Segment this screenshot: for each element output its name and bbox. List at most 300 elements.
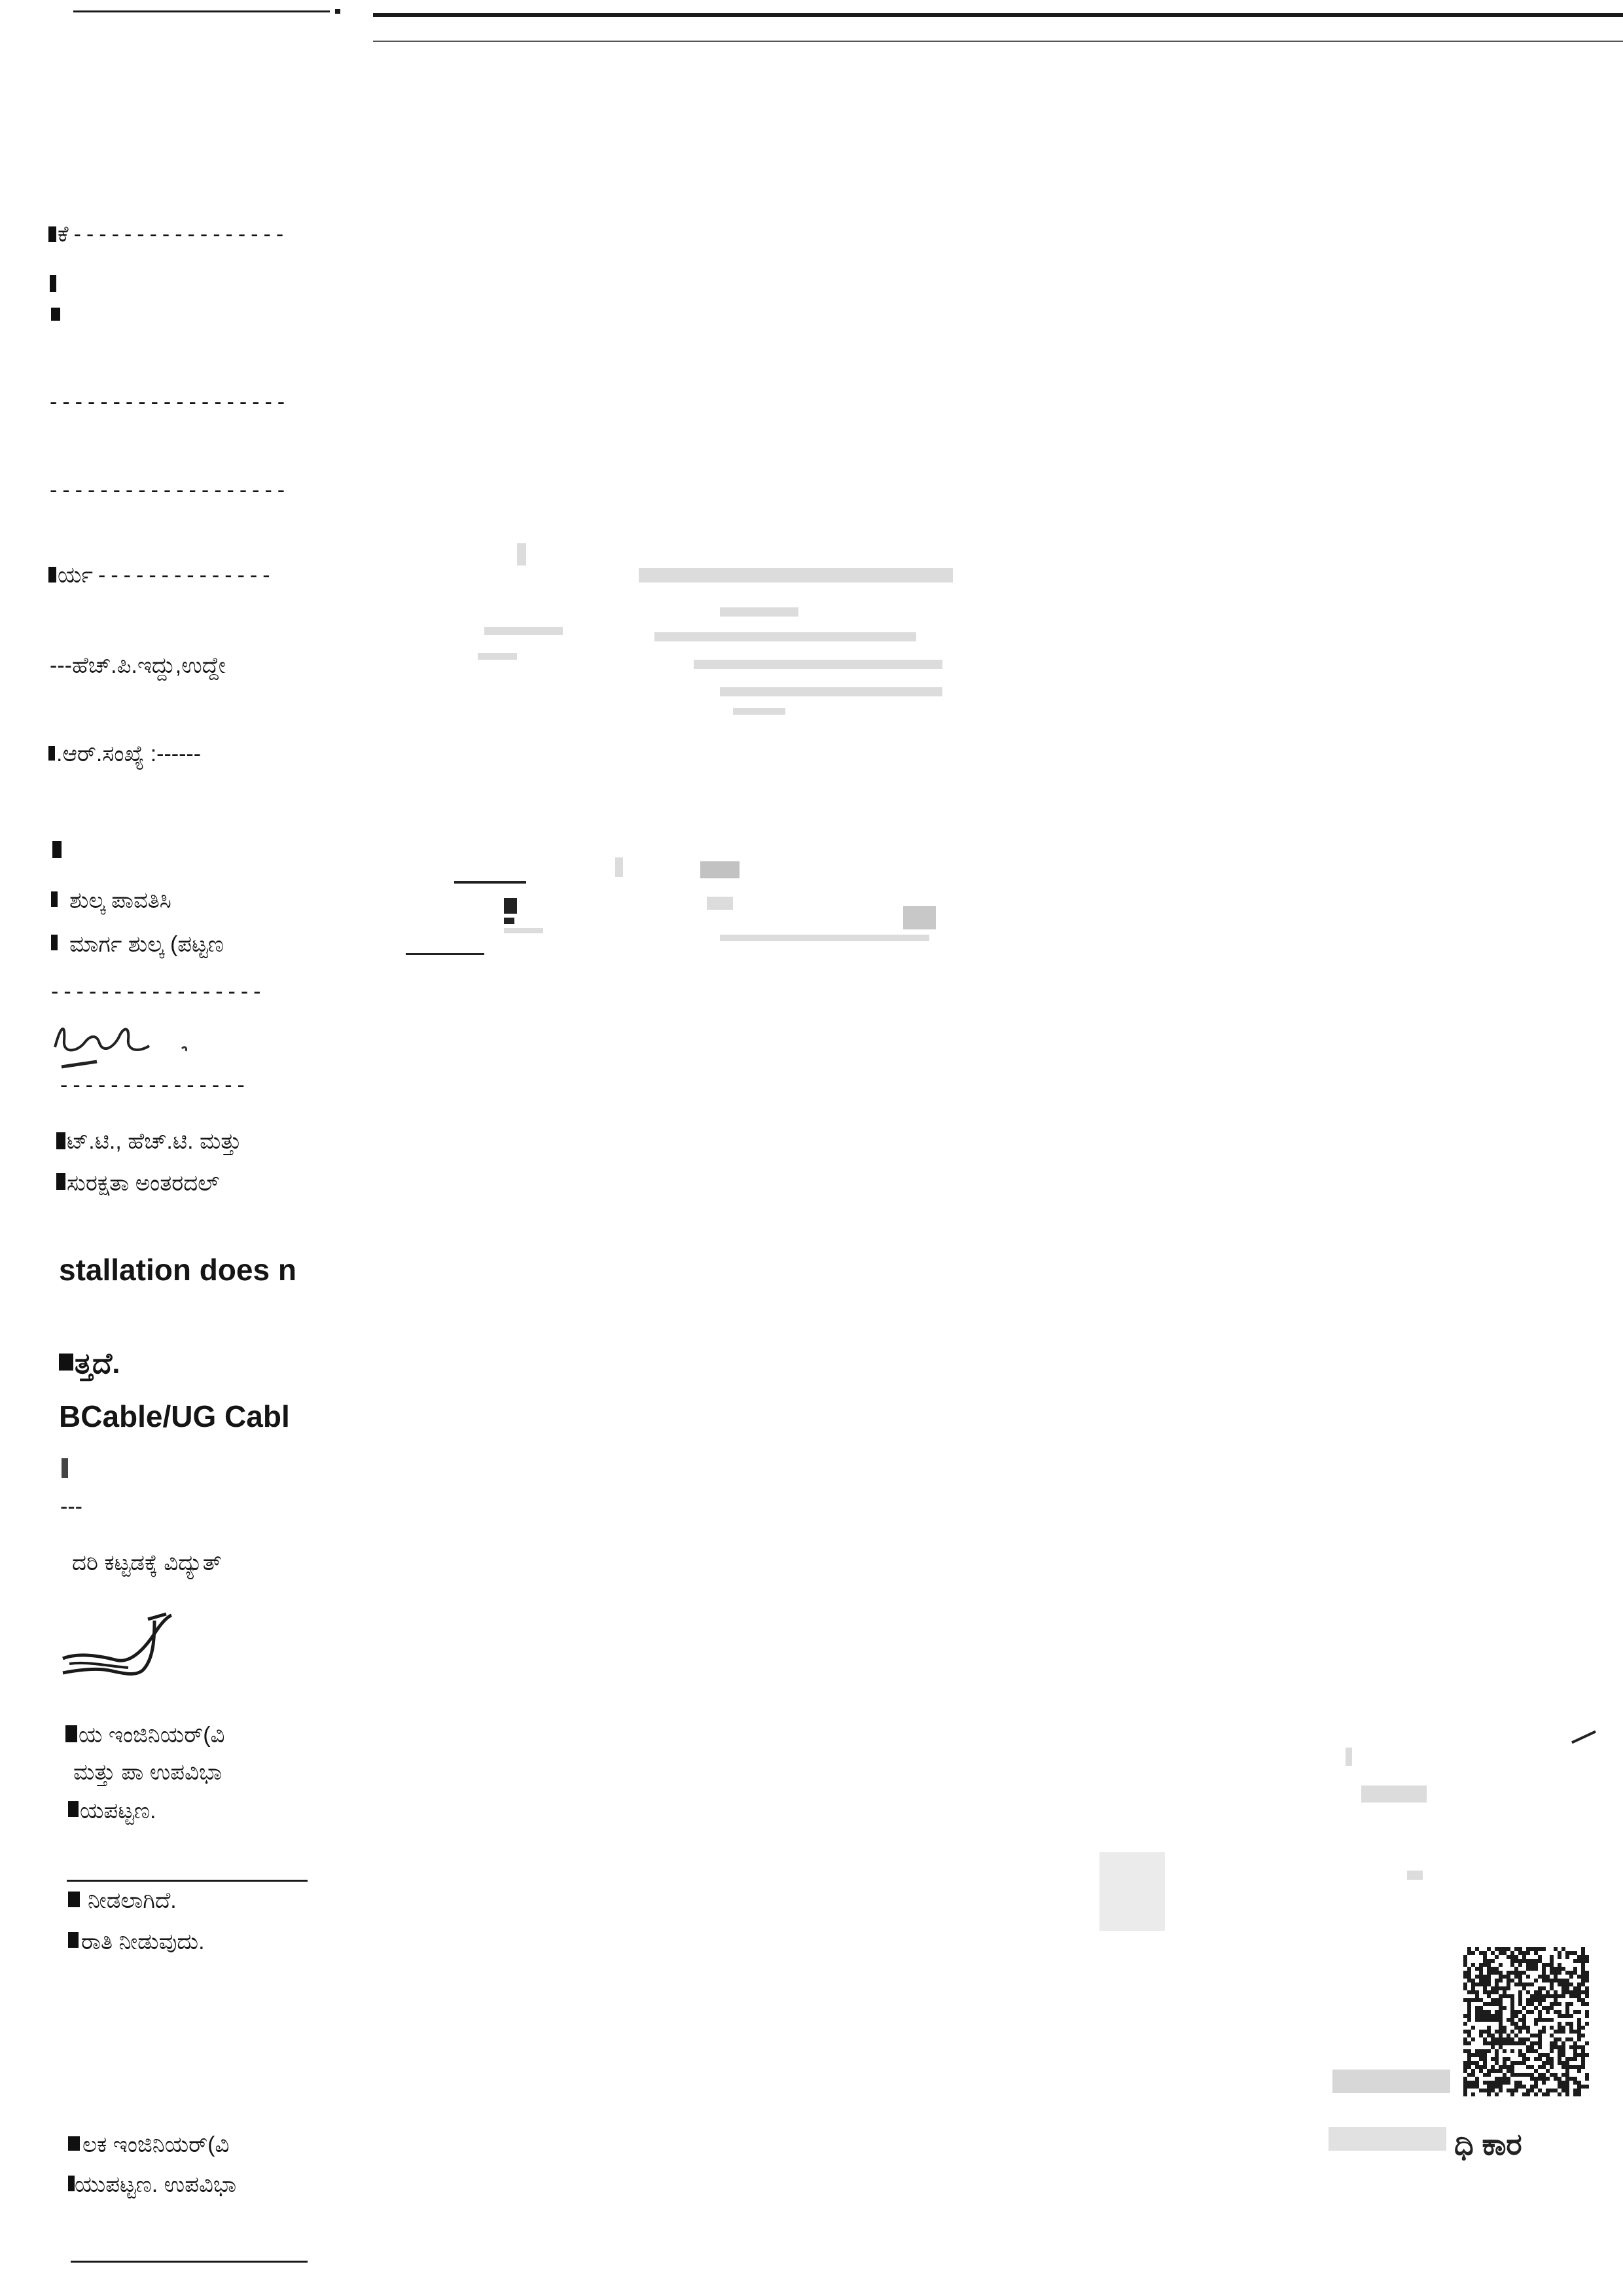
qr-module — [1565, 1979, 1569, 1982]
qr-module — [1495, 2041, 1499, 2045]
qr-module — [1491, 2065, 1495, 2069]
qr-module — [1561, 2014, 1565, 2018]
qr-module — [1471, 2069, 1475, 2073]
qr-module — [1554, 2037, 1558, 2041]
qr-module — [1507, 1982, 1510, 1986]
qr-module — [1463, 1971, 1467, 1975]
qr-module — [1495, 2018, 1499, 2022]
qr-module — [1522, 1959, 1526, 1963]
qr-module — [1530, 2049, 1534, 2053]
faint-mark — [1571, 1731, 1596, 1744]
qr-module — [1561, 1979, 1565, 1982]
text-line: stallation does n — [59, 1253, 296, 1287]
qr-module — [1522, 1971, 1526, 1975]
qr-module — [1514, 2085, 1518, 2089]
qr-module — [1503, 1951, 1507, 1955]
qr-module — [1585, 1990, 1589, 1994]
qr-module — [1471, 1982, 1475, 1986]
qr-module — [1507, 2069, 1510, 2073]
qr-module — [1510, 2065, 1514, 2069]
qr-module — [1530, 2085, 1534, 2089]
qr-module — [1561, 1967, 1565, 1971]
qr-module — [1561, 2081, 1565, 2085]
qr-module — [1483, 2061, 1487, 2065]
qr-module — [1503, 2006, 1507, 2010]
stamp-dash — [504, 898, 517, 914]
qr-module — [1495, 2030, 1499, 2034]
qr-module — [1487, 2049, 1491, 2053]
qr-module — [1463, 1986, 1467, 1990]
qr-module — [1550, 2026, 1554, 2030]
qr-module — [1565, 2022, 1569, 2026]
qr-module — [1585, 2085, 1589, 2089]
qr-module — [1573, 2089, 1577, 2092]
text-line: BCable/UG Cabl — [59, 1399, 290, 1433]
qr-module — [1530, 1963, 1534, 1967]
qr-module — [1581, 2045, 1585, 2049]
faint-mark — [1346, 1748, 1352, 1766]
qr-module — [1558, 2061, 1561, 2065]
qr-module — [1538, 2010, 1542, 2014]
qr-module — [1475, 2006, 1479, 2010]
qr-module — [1518, 1998, 1522, 2002]
qr-module — [1565, 1971, 1569, 1975]
qr-module — [1503, 2041, 1507, 2045]
qr-module — [1581, 1959, 1585, 1963]
qr-module — [1558, 2022, 1561, 2026]
qr-module — [1522, 2018, 1526, 2022]
qr-module — [1554, 2002, 1558, 2006]
qr-module — [1530, 1994, 1534, 1998]
qr-module — [1491, 2057, 1495, 2061]
qr-module — [1565, 1951, 1569, 1955]
qr-module — [1569, 2022, 1573, 2026]
qr-module — [1463, 2089, 1467, 2092]
qr-module — [1546, 2057, 1550, 2061]
qr-module — [1577, 2081, 1581, 2085]
qr-module — [1569, 2065, 1573, 2069]
qr-module — [1546, 1994, 1550, 1998]
qr-module — [1510, 1971, 1514, 1975]
qr-module — [1471, 2037, 1475, 2041]
stamp-mark — [517, 543, 526, 565]
qr-module — [1518, 2049, 1522, 2053]
qr-module — [1475, 1994, 1479, 1998]
qr-module — [1538, 2041, 1542, 2045]
qr-module — [1585, 2010, 1589, 2014]
qr-module — [1510, 2049, 1514, 2053]
stamp-mark — [504, 928, 543, 933]
qr-module — [1565, 2057, 1569, 2061]
qr-module — [1518, 2026, 1522, 2030]
text-line: ------------------- — [50, 478, 291, 503]
stamp-dash — [454, 881, 526, 884]
qr-module — [1510, 2089, 1514, 2092]
scan-fragment — [68, 1932, 79, 1948]
scan-fragment — [48, 746, 55, 761]
qr-module — [1581, 2085, 1585, 2089]
qr-module — [1573, 2041, 1577, 2045]
qr-module — [1503, 2037, 1507, 2041]
top-rule-dot — [335, 9, 340, 14]
qr-module — [1507, 1975, 1510, 1979]
qr-module — [1542, 2092, 1546, 2096]
text-line: ಟ್.ಟಿ., ಹೆಚ್.ಟಿ. ಮತ್ತು — [67, 1129, 242, 1154]
qr-module — [1471, 2026, 1475, 2030]
qr-module — [1565, 2089, 1569, 2092]
qr-module — [1554, 2077, 1558, 2081]
qr-module — [1503, 2081, 1507, 2085]
qr-module — [1577, 2010, 1581, 2014]
qr-module — [1463, 1998, 1467, 2002]
qr-module — [1534, 1947, 1538, 1951]
qr-module — [1522, 1986, 1526, 1990]
qr-module — [1526, 2026, 1530, 2030]
qr-module — [1479, 1967, 1483, 1971]
qr-module — [1546, 2092, 1550, 2096]
qr-module — [1581, 1967, 1585, 1971]
qr-module — [1514, 2034, 1518, 2037]
qr-module — [1558, 1982, 1561, 1986]
qr-module — [1569, 1990, 1573, 1994]
qr-module — [1475, 1947, 1479, 1951]
signature-icon — [56, 1607, 187, 1693]
qr-module — [1585, 2073, 1589, 2077]
scan-fragment — [56, 1173, 65, 1190]
qr-module — [1561, 2041, 1565, 2045]
qr-module — [1565, 2006, 1569, 2010]
qr-module — [1491, 2018, 1495, 2022]
qr-module — [1546, 2089, 1550, 2092]
scan-fragment — [52, 841, 62, 858]
qr-module — [1558, 1971, 1561, 1975]
qr-module — [1573, 1994, 1577, 1998]
qr-module — [1483, 2037, 1487, 2041]
text-line: ಲಕ ಇಂಜಿನಿಯರ್(ವಿ — [82, 2132, 230, 2157]
qr-module — [1558, 1955, 1561, 1959]
qr-module — [1565, 2092, 1569, 2096]
qr-module — [1585, 2022, 1589, 2026]
qr-module — [1550, 1959, 1554, 1963]
qr-module — [1495, 2010, 1499, 2014]
qr-module — [1499, 1963, 1503, 1967]
qr-module — [1561, 2053, 1565, 2057]
qr-module — [1554, 2010, 1558, 2014]
qr-module — [1467, 2010, 1471, 2014]
qr-module — [1507, 1994, 1510, 1998]
qr-module — [1550, 1994, 1554, 1998]
qr-module — [1518, 1951, 1522, 1955]
qr-module — [1467, 2006, 1471, 2010]
qr-module — [1573, 1951, 1577, 1955]
qr-module — [1558, 1963, 1561, 1967]
qr-module — [1487, 1971, 1491, 1975]
qr-module — [1487, 1979, 1491, 1982]
qr-module — [1487, 2018, 1491, 2022]
qr-module — [1471, 1998, 1475, 2002]
qr-module — [1507, 1986, 1510, 1990]
qr-module — [1526, 2002, 1530, 2006]
qr-module — [1546, 1990, 1550, 1994]
qr-module — [1495, 2057, 1499, 2061]
qr-module — [1526, 1947, 1530, 1951]
qr-module — [1479, 1971, 1483, 1975]
qr-module — [1463, 1982, 1467, 1986]
qr-module — [1534, 2006, 1538, 2010]
qr-module — [1573, 2030, 1577, 2034]
qr-module — [1546, 2061, 1550, 2065]
qr-module — [1487, 1982, 1491, 1986]
qr-module — [1581, 2034, 1585, 2037]
qr-module — [1550, 2089, 1554, 2092]
top-rule-thin — [373, 41, 1623, 42]
qr-module — [1499, 2030, 1503, 2034]
qr-module — [1569, 2057, 1573, 2061]
qr-module — [1558, 2026, 1561, 2030]
qr-module — [1550, 2034, 1554, 2037]
qr-module — [1467, 1967, 1471, 1971]
qr-module — [1507, 2065, 1510, 2069]
qr-module — [1522, 1955, 1526, 1959]
qr-module — [1565, 1990, 1569, 1994]
qr-module — [1483, 2030, 1487, 2034]
qr-module — [1475, 2053, 1479, 2057]
qr-module — [1479, 1998, 1483, 2002]
qr-module — [1581, 2049, 1585, 2053]
qr-module — [1491, 1990, 1495, 1994]
qr-module — [1550, 2073, 1554, 2077]
qr-module — [1487, 2089, 1491, 2092]
qr-module — [1499, 2069, 1503, 2073]
qr-module — [1522, 1951, 1526, 1955]
qr-module — [1463, 2014, 1467, 2018]
qr-module — [1499, 1951, 1503, 1955]
qr-module — [1550, 2065, 1554, 2069]
qr-module — [1573, 1971, 1577, 1975]
qr-module — [1483, 1951, 1487, 1955]
qr-module — [1483, 2073, 1487, 2077]
qr-module — [1565, 2010, 1569, 2014]
qr-module — [1518, 2010, 1522, 2014]
scan-fragment — [59, 1354, 73, 1371]
qr-module — [1565, 2069, 1569, 2073]
qr-module — [1565, 2002, 1569, 2006]
qr-module — [1573, 2092, 1577, 2096]
qr-module — [1534, 2081, 1538, 2085]
separator-line — [67, 1880, 308, 1882]
qr-module — [1507, 2081, 1510, 2085]
qr-module — [1577, 1994, 1581, 1998]
qr-module — [1503, 2030, 1507, 2034]
qr-module — [1538, 1990, 1542, 1994]
qr-module — [1542, 2081, 1546, 2085]
qr-module — [1507, 2018, 1510, 2022]
qr-module — [1467, 2073, 1471, 2077]
stamp-mark — [720, 607, 798, 617]
qr-module — [1518, 2081, 1522, 2085]
stamp-mark — [733, 708, 785, 715]
stamp-mark — [694, 660, 942, 669]
qr-module — [1510, 2018, 1514, 2022]
qr-module — [1546, 2077, 1550, 2081]
qr-module — [1467, 2061, 1471, 2065]
faint-mark — [1332, 2070, 1450, 2093]
qr-module — [1487, 2092, 1491, 2096]
qr-module — [1554, 1994, 1558, 1998]
qr-module — [1499, 2006, 1503, 2010]
qr-module — [1499, 2041, 1503, 2045]
qr-module — [1573, 2081, 1577, 2085]
qr-module — [1530, 2010, 1534, 2014]
qr-module — [1558, 2037, 1561, 2041]
qr-module — [1471, 2081, 1475, 2085]
qr-module — [1507, 2041, 1510, 2045]
qr-module — [1585, 2002, 1589, 2006]
qr-module — [1577, 1955, 1581, 1959]
qr-module — [1550, 1963, 1554, 1967]
text-line: --------------- — [60, 1073, 250, 1098]
qr-module — [1577, 2089, 1581, 2092]
stamp-mark — [720, 687, 942, 696]
qr-module — [1565, 2073, 1569, 2077]
qr-module — [1463, 2081, 1467, 2085]
qr-module — [1565, 1982, 1569, 1986]
qr-module — [1518, 1990, 1522, 1994]
qr-module — [1487, 2026, 1491, 2030]
qr-module — [1573, 2077, 1577, 2081]
qr-module — [1585, 2014, 1589, 2018]
stamp-mark — [654, 632, 916, 641]
qr-module — [1467, 2018, 1471, 2022]
stamp-mark — [903, 906, 936, 929]
qr-module — [1569, 1971, 1573, 1975]
qr-module — [1499, 1971, 1503, 1975]
qr-module — [1495, 2092, 1499, 2096]
qr-module — [1467, 2049, 1471, 2053]
qr-module — [1554, 2041, 1558, 2045]
qr-module — [1534, 1994, 1538, 1998]
qr-module — [1495, 1998, 1499, 2002]
qr-module — [1467, 2081, 1471, 2085]
qr-module — [1565, 2037, 1569, 2041]
qr-module — [1565, 2077, 1569, 2081]
qr-module — [1491, 2089, 1495, 2092]
qr-module — [1479, 1982, 1483, 1986]
qr-module — [1510, 2073, 1514, 2077]
qr-module — [1534, 2034, 1538, 2037]
qr-module — [1581, 1990, 1585, 1994]
qr-module — [1471, 1963, 1475, 1967]
qr-module — [1526, 1959, 1530, 1963]
qr-module — [1534, 2057, 1538, 2061]
qr-module — [1463, 2092, 1467, 2096]
qr-module — [1581, 2057, 1585, 2061]
qr-module — [1542, 2053, 1546, 2057]
qr-module — [1526, 2045, 1530, 2049]
qr-module — [1483, 1955, 1487, 1959]
qr-module — [1561, 1994, 1565, 1998]
qr-module — [1573, 2053, 1577, 2057]
qr-module — [1518, 2018, 1522, 2022]
qr-module — [1503, 2073, 1507, 2077]
qr-module — [1499, 2010, 1503, 2014]
qr-module — [1491, 1971, 1495, 1975]
qr-module — [1550, 2018, 1554, 2022]
qr-module — [1479, 2030, 1483, 2034]
qr-module — [1463, 2022, 1467, 2026]
qr-module — [1507, 1971, 1510, 1975]
qr-module — [1573, 1990, 1577, 1994]
stamp-mark — [707, 897, 733, 910]
qr-module — [1495, 2014, 1499, 2018]
qr-module — [1561, 2045, 1565, 2049]
qr-module — [1510, 1951, 1514, 1955]
scan-fragment — [51, 308, 60, 321]
qr-module — [1503, 2057, 1507, 2061]
qr-module — [1565, 2081, 1569, 2085]
designation-text: ಧಿ ಕಾರ — [1454, 2127, 1522, 2161]
qr-module — [1467, 2030, 1471, 2034]
qr-module — [1558, 2077, 1561, 2081]
text-line: ಕೆ----------------- — [58, 222, 289, 247]
qr-module — [1475, 2065, 1479, 2069]
qr-module — [1499, 2077, 1503, 2081]
qr-code-icon — [1462, 1947, 1590, 2096]
qr-module — [1542, 2077, 1546, 2081]
qr-module — [1491, 2085, 1495, 2089]
separator-line — [71, 2261, 308, 2263]
qr-module — [1550, 2006, 1554, 2010]
text-line: .ಆರ್.ಸಂಖ್ಯೆ :------ — [56, 742, 202, 766]
stamp-mark — [615, 857, 623, 877]
qr-module — [1507, 1979, 1510, 1982]
qr-module — [1542, 2026, 1546, 2030]
qr-module — [1561, 2089, 1565, 2092]
qr-module — [1507, 2034, 1510, 2037]
qr-module — [1495, 2085, 1499, 2089]
qr-module — [1475, 2049, 1479, 2053]
qr-module — [1522, 2037, 1526, 2041]
qr-module — [1499, 1986, 1503, 1990]
qr-module — [1522, 2085, 1526, 2089]
qr-module — [1499, 1998, 1503, 2002]
qr-module — [1565, 1955, 1569, 1959]
qr-module — [1538, 2073, 1542, 2077]
qr-module — [1585, 1971, 1589, 1975]
qr-module — [1565, 1986, 1569, 1990]
qr-module — [1534, 1979, 1538, 1982]
qr-module — [1558, 1994, 1561, 1998]
text-line: ಯುಪಟ್ಟಣ. ಉಪವಿಭಾ — [75, 2172, 237, 2197]
qr-module — [1479, 2057, 1483, 2061]
scan-fragment — [68, 1892, 80, 1907]
qr-module — [1467, 1971, 1471, 1975]
qr-module — [1526, 2030, 1530, 2034]
qr-module — [1514, 1975, 1518, 1979]
qr-module — [1585, 1994, 1589, 1998]
qr-module — [1569, 2077, 1573, 2081]
qr-module — [1542, 1967, 1546, 1971]
qr-module — [1526, 2073, 1530, 2077]
qr-module — [1534, 1959, 1538, 1963]
qr-module — [1542, 2061, 1546, 2065]
qr-module — [1585, 1959, 1589, 1963]
qr-module — [1546, 1963, 1550, 1967]
qr-module — [1503, 2026, 1507, 2030]
qr-module — [1538, 1986, 1542, 1990]
qr-module — [1510, 1979, 1514, 1982]
qr-module — [1573, 2049, 1577, 2053]
